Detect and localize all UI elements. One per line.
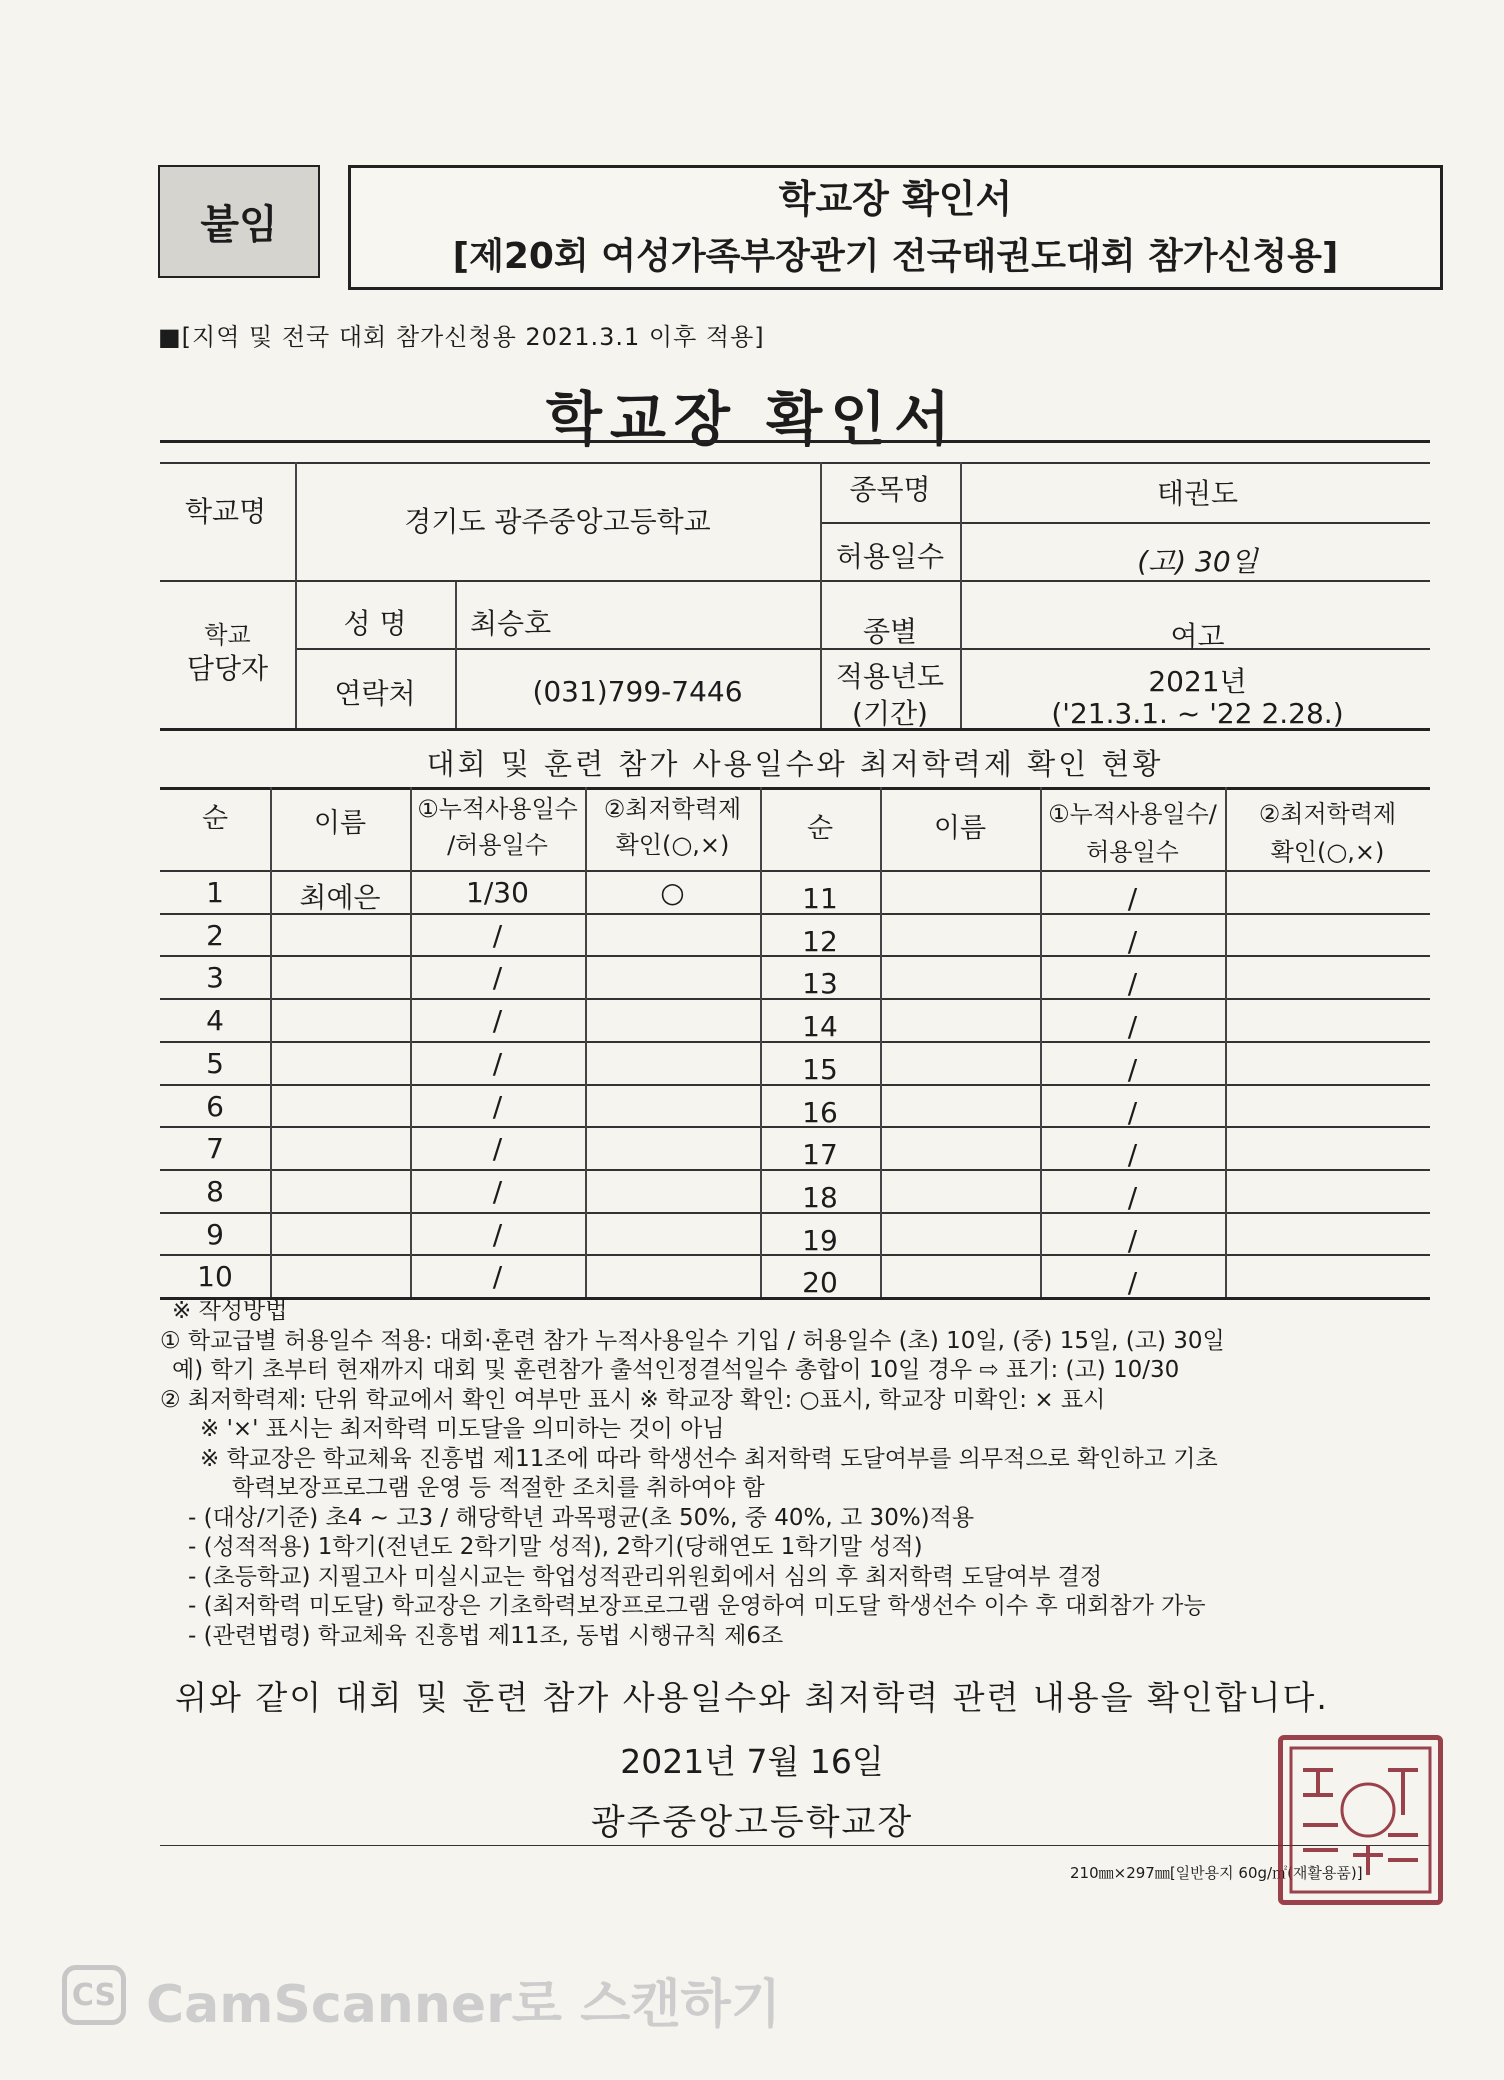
note-line: - (초등학교) 지필고사 미실시교는 학업성적관리위원회에서 심의 후 최저학력 도달여부 결정 xyxy=(188,1563,1103,1590)
note-line: ※ 작성방법 xyxy=(172,1298,288,1324)
school-value: 경기도 광주중앙고등학교 xyxy=(404,505,711,538)
table-row-rule xyxy=(160,1212,1430,1214)
note-line: ① 학교급별 허용일수 적용: 대회·훈련 참가 누적사용일수 기입 / 허용일수 (초) 10일, (중) 15일, (고) 30일 xyxy=(160,1327,1225,1354)
row-number: 19 xyxy=(802,1223,838,1257)
table-row-rule xyxy=(160,913,1430,915)
seal-glyph-icon xyxy=(1283,1740,1438,1900)
row-number: 14 xyxy=(802,1010,838,1044)
col-days-1: ①누적사용일수 xyxy=(417,795,578,823)
info-top-rule-2 xyxy=(160,462,1430,464)
row-number: 2 xyxy=(206,918,224,952)
info-vline-2 xyxy=(455,582,457,728)
table-title: 대회 및 훈련 참가 사용일수와 최저학력제 확인 현황 xyxy=(426,747,1164,781)
athlete-name: 최예은 xyxy=(299,881,381,914)
note-line: - (성적적용) 1학기(전년도 2학기말 성적), 2학기(당해연도 1학기말 성적) xyxy=(188,1534,923,1560)
contact-value: (031)799-7446 xyxy=(532,675,743,708)
type-label: 종별 xyxy=(862,615,918,648)
table-column-rule xyxy=(1040,787,1042,1297)
days-used: / xyxy=(492,1217,503,1251)
row-number: 15 xyxy=(802,1052,838,1086)
sport-label: 종목명 xyxy=(849,473,931,506)
col-name-right: 이름 xyxy=(933,813,987,844)
col-min-right-2: 확인(○,×) xyxy=(1270,838,1385,866)
days-used: / xyxy=(492,1132,503,1166)
note-line: - (대상/기준) 초4 ~ 고3 / 해당학년 과목평균(초 50%, 중 40%, 고 30%)적용 xyxy=(188,1504,975,1531)
col-min-2: 확인(○,×) xyxy=(615,831,730,859)
table-row-rule xyxy=(160,998,1430,1000)
days-used: / xyxy=(1127,1052,1138,1086)
table-column-rule xyxy=(410,787,412,1297)
sport-value: 태권도 xyxy=(1156,477,1239,510)
row-number: 18 xyxy=(802,1180,838,1214)
footer-rule xyxy=(160,1845,1430,1846)
note-line: 학력보장프로그램 운영 등 적절한 조치를 취하여야 함 xyxy=(232,1475,765,1501)
year-value-2: ('21.3.1. ~ '22 2.28.) xyxy=(1051,697,1344,730)
note-line: - (최저학력 미도달) 학교장은 기초학력보장프로그램 운영하여 미도달 학생선수 이수 후 대회참가 가능 xyxy=(188,1593,1206,1619)
type-value: 여고 xyxy=(1170,620,1225,653)
table-row-rule xyxy=(160,1126,1430,1128)
attachment-tag-label: 붙임 xyxy=(200,202,278,248)
col-days-right-2: 허용일수 xyxy=(1086,838,1179,866)
manager-label-1: 학교 xyxy=(204,621,251,649)
note-line: - (관련법령) 학교체육 진흥법 제11조, 동법 시행규칙 제6조 xyxy=(188,1622,784,1649)
issue-date: 2021년 7월 16일 xyxy=(620,1742,884,1781)
info-vline-1 xyxy=(295,462,297,728)
year-label-2: (기간) xyxy=(852,697,928,730)
school-label: 학교명 xyxy=(185,495,267,528)
contact-label: 연락처 xyxy=(334,677,416,710)
allowed-days-value: (고) 30일 xyxy=(1137,545,1258,578)
days-used: / xyxy=(492,1046,503,1080)
row-number: 17 xyxy=(802,1138,838,1172)
row-number: 1 xyxy=(206,876,224,909)
days-used: / xyxy=(1127,924,1138,958)
paper-size-note: 210㎜×297㎜[일반용지 60g/㎡(재활용품)] xyxy=(1070,1864,1363,1882)
table-column-rule xyxy=(270,787,272,1297)
col-min-right-1: ②최저학력제 xyxy=(1258,800,1397,828)
table-row-rule xyxy=(160,955,1430,957)
row-number: 20 xyxy=(802,1266,838,1300)
header-subtitle: [제20회 여성가족부장관기 전국태권도대회 참가신청용] xyxy=(452,236,1339,277)
row-number: 3 xyxy=(206,961,224,995)
row-number: 8 xyxy=(206,1174,224,1208)
table-column-rule xyxy=(1225,787,1227,1297)
info-top-rule xyxy=(160,440,1430,443)
table-top-rule xyxy=(160,787,1430,790)
row-number: 13 xyxy=(802,967,838,1001)
days-used: / xyxy=(492,1004,503,1038)
table-column-rule xyxy=(760,787,762,1297)
camscanner-watermark: CamScanner로 스캔하기 xyxy=(146,1975,782,2035)
note-line: ※ 학교장은 학교체육 진흥법 제11조에 따라 학생선수 최저학력 도달여부를 의무적으로 확인하고 기초 xyxy=(200,1445,1218,1472)
days-used: / xyxy=(1127,1223,1138,1257)
info-rule-sport xyxy=(820,522,1430,524)
days-used: / xyxy=(1127,1138,1138,1172)
min-grade-check: ○ xyxy=(660,876,685,909)
row-number: 11 xyxy=(802,882,838,915)
table-bottom-rule xyxy=(160,1297,1430,1300)
row-number: 12 xyxy=(802,924,838,958)
col-min-1: ②최저학력제 xyxy=(603,795,742,823)
year-label-1: 적용년도 xyxy=(835,660,945,693)
info-vline-4 xyxy=(960,462,962,728)
attachment-tag xyxy=(158,165,320,278)
table-row-rule xyxy=(160,1254,1430,1256)
row-number: 9 xyxy=(206,1217,224,1251)
applies-note: ■[지역 및 전국 대회 참가신청용 2021.3.1 이후 적용] xyxy=(158,323,765,351)
name-value: 최승호 xyxy=(470,607,552,640)
row-number: 5 xyxy=(206,1046,224,1080)
principal-signature: 광주중앙고등학교장 xyxy=(590,1803,914,1843)
days-used: 1/30 xyxy=(466,876,529,909)
days-used: / xyxy=(492,918,503,952)
table-row-rule xyxy=(160,1041,1430,1043)
col-days-right-1: ①누적사용일수/ xyxy=(1048,800,1217,828)
col-no: 순 xyxy=(201,803,229,834)
row-number: 4 xyxy=(206,1004,224,1038)
table-row-rule xyxy=(160,1084,1430,1086)
manager-label-2: 담당자 xyxy=(186,652,269,685)
days-used: / xyxy=(492,1174,503,1208)
days-used: / xyxy=(1127,1010,1138,1044)
days-used: / xyxy=(492,1260,503,1294)
row-number: 16 xyxy=(802,1095,838,1129)
document-title: 학교장 확인서 xyxy=(545,385,959,453)
col-days-2: /허용일수 xyxy=(447,831,548,859)
info-vline-3 xyxy=(820,462,822,728)
row-number: 6 xyxy=(206,1089,224,1123)
note-line: 예) 학기 초부터 현재까지 대회 및 훈련참가 출석인정결석일수 총합이 10일 경우 ⇨ 표기: (고) 10/30 xyxy=(172,1357,1180,1383)
header-title: 학교장 확인서 xyxy=(778,177,1013,221)
name-label: 성 명 xyxy=(343,607,407,640)
note-line: ※ '×' 표시는 최저학력 미도달을 의미하는 것이 아님 xyxy=(200,1416,725,1442)
school-seal-stamp xyxy=(1278,1735,1443,1905)
days-used: / xyxy=(1127,1095,1138,1129)
confirmation-statement: 위와 같이 대회 및 훈련 참가 사용일수와 최저학력 관련 내용을 확인합니다. xyxy=(175,1678,1329,1717)
days-used: / xyxy=(492,1089,503,1123)
col-name: 이름 xyxy=(313,808,367,839)
table-row-rule xyxy=(160,1169,1430,1171)
note-line: ② 최저학력제: 단위 학교에서 확인 여부만 표시 ※ 학교장 확인: ○표시, 학교장 미확인: × 표시 xyxy=(160,1386,1106,1413)
table-column-rule xyxy=(880,787,882,1297)
days-used: / xyxy=(1127,967,1138,1001)
col-no-right: 순 xyxy=(806,813,834,844)
camscanner-logo-icon: CS xyxy=(62,1965,126,2025)
days-used: / xyxy=(1127,882,1138,915)
table-column-rule xyxy=(585,787,587,1297)
year-value-1: 2021년 xyxy=(1148,665,1247,698)
row-number: 10 xyxy=(197,1260,233,1294)
allowed-days-label: 허용일수 xyxy=(835,540,945,573)
days-used: / xyxy=(1127,1266,1138,1300)
row-number: 7 xyxy=(206,1132,224,1166)
days-used: / xyxy=(492,961,503,995)
days-used: / xyxy=(1127,1180,1138,1214)
info-rule-school xyxy=(160,580,1430,582)
